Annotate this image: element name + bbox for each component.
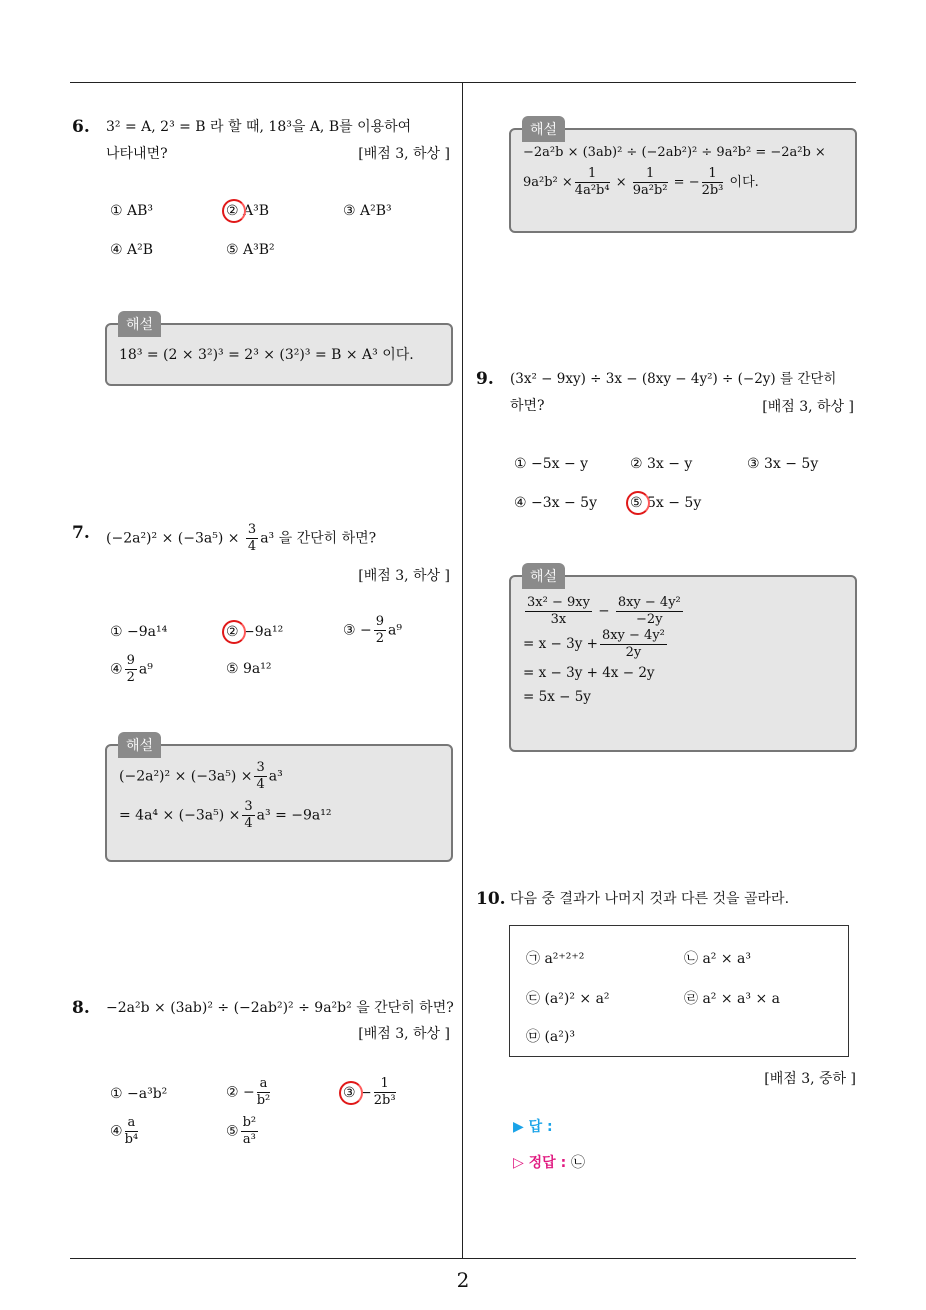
q9-option-4[interactable]: ④ −3x − 5y <box>514 495 597 511</box>
q9-option-1[interactable]: ① −5x − y <box>514 456 589 472</box>
q8-points: [배점 3, 하상 ] <box>358 1026 450 1042</box>
q9-solution-box <box>509 575 857 752</box>
q9-option-5[interactable] <box>630 495 701 511</box>
q10-number: 10. <box>476 889 506 909</box>
q9-solution-text: $\frac{\text{3x² − 9xy}}{3x}$ − $\frac{\text{8xy − 4y²}}{-2y}$ = x − 3y + $\frac{\text{8xy − 4y²}}{2y}$ = x − 3y + 4x − 2y = 5x − 5y <box>523 595 681 705</box>
q9-option-2[interactable]: ② 3x − y <box>630 456 693 472</box>
q7-points: [배점 3, 하상 ] <box>358 568 450 584</box>
top-rule <box>70 82 856 83</box>
q10-points: [배점 3, 중하 ] <box>764 1071 856 1087</box>
q9-number: 9. <box>476 369 494 389</box>
q7-answer-mark: ② −9a¹² <box>226 624 284 640</box>
q9-line2: 하면? <box>510 398 545 414</box>
q7-number: 7. <box>72 523 90 543</box>
q7-solution-text: (−2a²)² × (−3a⁵) × $\frac{3}{4}$ a³ = 4a⁴ × (−3a⁵) × $\frac{3}{4}$ a³ = −9a¹² <box>119 760 332 831</box>
page-number: 2 <box>456 1268 470 1292</box>
q10-item-2: ㉡ a² × a³ <box>684 951 751 967</box>
q6-option-1[interactable]: ① AB³ <box>110 203 154 219</box>
q10-answer-label: ▶ 답 : <box>513 1119 553 1135</box>
q7-option-2[interactable] <box>226 624 283 640</box>
q6-option-3[interactable]: ③ A²B³ <box>343 203 392 219</box>
q8-number: 8. <box>72 998 90 1018</box>
q7-option-1[interactable]: ① −9a¹⁴ <box>110 624 168 640</box>
q6-line2: 나타내면? <box>106 146 168 162</box>
q6-solution-text: 18³ = (2 × 3²)³ = 2³ × (3²)³ = B × A³ 이다. <box>119 347 414 363</box>
q10-item-5: ㉤ (a²)³ <box>526 1029 575 1045</box>
q10-text: 다음 중 결과가 나머지 것과 다른 것을 골라라. <box>510 891 790 907</box>
q6-points: [배점 3, 하상 ] <box>358 146 450 162</box>
q7-option-3[interactable]: ③ − $\frac{9}{2}$ a⁹ <box>343 614 402 646</box>
q10-items-box <box>509 925 849 1057</box>
q7-solution-label: 해설 <box>118 732 161 758</box>
q8-answer-mark: ③ − <box>343 1084 372 1101</box>
q8-option-3[interactable]: ③ − $\frac{1}{\text{2b³}}$ <box>343 1076 396 1108</box>
q6-answer-mark: ② A³B <box>226 203 270 219</box>
q8-solution-box <box>509 128 857 233</box>
q9-solution-label: 해설 <box>522 563 565 589</box>
q7-fraction: $\frac{3}{4}$ <box>247 522 257 554</box>
q8-option-5[interactable]: ⑤ $\frac{\text{b²}}{\text{a³}}$ <box>226 1115 257 1147</box>
q9-option-3[interactable]: ③ 3x − 5y <box>747 456 819 472</box>
q8-option-2[interactable]: ② − $\frac{a}{\text{b²}}$ <box>226 1076 271 1108</box>
q7-option-4[interactable]: ④ $\frac{9}{2}$ a⁹ <box>110 653 153 685</box>
q8-text: −2a²b × (3ab)² ÷ (−2ab²)² ÷ 9a²b² 을 간단히 하면? <box>106 1000 454 1016</box>
q8-solution-label: 해설 <box>522 116 565 142</box>
q6-option-4[interactable]: ④ A²B <box>110 242 154 258</box>
q6-option-2[interactable] <box>226 203 269 219</box>
q7-solution-box <box>105 744 453 862</box>
q6-solution-label: 해설 <box>118 311 161 337</box>
q10-item-4: ㉣ a² × a³ × a <box>684 991 780 1007</box>
q10-correct-value: ㉡ <box>571 1155 586 1171</box>
q9-answer-mark: ⑤ 5x − 5y <box>630 495 702 511</box>
q6-option-5[interactable]: ⑤ A³B² <box>226 242 275 258</box>
q6-line1: 3² = A, 2³ = B 라 할 때, 18³을 A, B를 이용하여 <box>106 119 412 135</box>
q8-option-4[interactable]: ④ $\frac{a}{\text{b⁴}}$ <box>110 1115 139 1147</box>
q10-item-3: ㉢ (a²)² × a² <box>526 991 610 1007</box>
bottom-rule <box>70 1258 856 1259</box>
q10-correct-answer: ▷ 정답 : ㉡ <box>513 1155 586 1171</box>
q6-number: 6. <box>72 117 90 137</box>
q10-item-1: ㉠ a²⁺²⁺² <box>526 951 585 967</box>
q9-points: [배점 3, 하상 ] <box>762 399 854 415</box>
q7-text: (−2a²)² × (−3a⁵) × $\frac{3}{4}$ a³ 을 간단히 하면? <box>106 522 377 554</box>
q8-solution-text: −2a²b × (3ab)² ÷ (−2ab²)² ÷ 9a²b² = −2a²b × 9a²b² × $\frac{1}{\text{4a²b⁴}}$ × $\frac{1}{\text{9a²b²}}$ = − $\frac{1}{\text{2b³}}$ 이다. <box>523 145 826 198</box>
q9-line1: (3x² − 9xy) ÷ 3x − (8xy − 4y²) ÷ (−2y) 를 간단히 <box>510 371 837 387</box>
q8-option-1[interactable]: ① −a³b² <box>110 1086 168 1102</box>
column-divider <box>462 83 463 1259</box>
q7-option-5[interactable]: ⑤ 9a¹² <box>226 661 272 677</box>
